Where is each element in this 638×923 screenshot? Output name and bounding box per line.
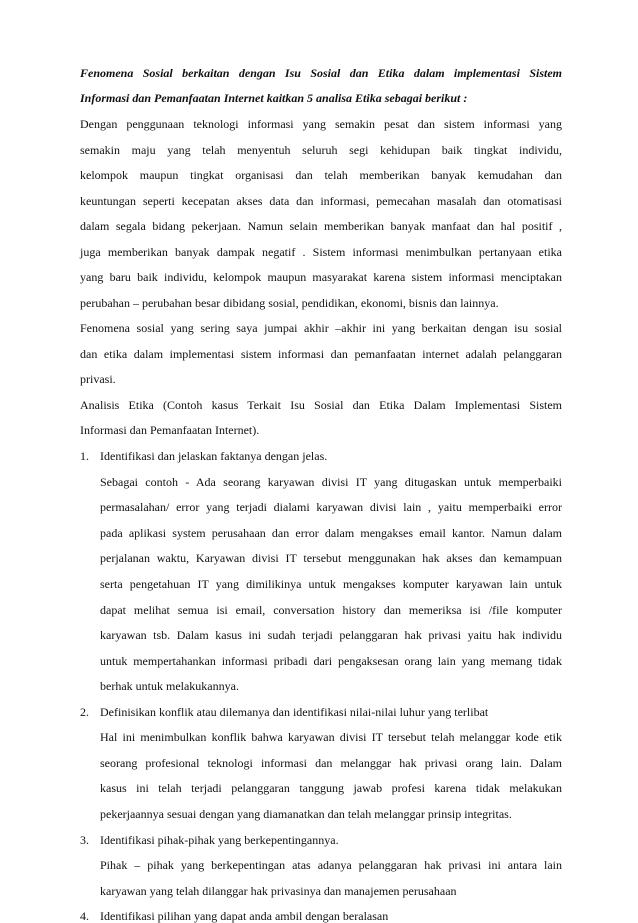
paragraph-1-line: Dengan penggunaan teknologi informasi yang semakin pesat dan sistem informasi yang: [80, 117, 562, 131]
paragraph-1-line: yang baru baik individu, kelompok maupun masyarakat karena sistem informasi menciptakan: [80, 270, 562, 284]
list-item-number: 4.: [80, 909, 89, 923]
list-item-body-line: permasalahan/ error yang terjadi dialami karyawan divisi lain , yaitu memperbaiki error: [100, 500, 562, 514]
list-item-body-line: pada aplikasi system perusahaan dan error dalam mengakses email kantor. Namun dalam: [100, 526, 562, 540]
list-item-body-line: pekerjaannya sesuai dengan yang diamanatkan dan telah melanggar prinsip integritas.: [100, 807, 512, 821]
paragraph-2-line: privasi.: [80, 372, 116, 386]
list-item-body-line: karyawan yang telah dilanggar hak privasinya dan manajemen perusahaan: [100, 884, 457, 898]
paragraph-3-line: Analisis Etika (Contoh kasus Terkait Isu Sosial dan Etika Dalam Implementasi Sistem: [80, 398, 562, 412]
list-item-body-line: kasus ini telah terjadi pelanggaran tanggung jawab profesi karena tidak melakukan: [100, 781, 562, 795]
paragraph-2-line: Fenomena sosial yang sering saya jumpai akhir –akhir ini yang berkaitan dengan isu sosial: [80, 321, 562, 335]
paragraph-1-line: kelompok maupun tingkat organisasi dan telah memberikan banyak kemudahan dan: [80, 168, 562, 182]
list-item-number: 1.: [80, 449, 89, 463]
list-item-body-line: Pihak – pihak yang berkepentingan atas adanya pelanggaran hak privasi ini antara lain: [100, 858, 562, 872]
list-item-number: 3.: [80, 833, 89, 847]
paragraph-2-line: dan etika dalam implementasi sistem informasi dan pemanfaatan internet adalah pelanggaran: [80, 347, 562, 361]
list-item-body-line: dapat melihat semua isi email, conversation history dan memeriksa isi /file komputer: [100, 603, 562, 617]
list-item-body-line: Sebagai contoh - Ada seorang karyawan divisi IT yang ditugaskan untuk memperbaiki: [100, 475, 562, 489]
paragraph-1-line: keuntungan seperti kecepatan akses data dan informasi, pemecahan masalah dan otomatisasi: [80, 194, 562, 208]
list-item-title: Identifikasi pihak-pihak yang berkepentingannya.: [100, 833, 339, 847]
list-item-title: Identifikasi pilihan yang dapat anda ambil dengan beralasan: [100, 909, 389, 923]
list-item-body-line: seorang profesional teknologi informasi dan melanggar hak privasi orang lain. Dalam: [100, 756, 562, 770]
paragraph-1-line: juga memberikan banyak dampak negatif . Sistem informasi menimbulkan pertanyaan etika: [80, 245, 562, 259]
paragraph-3-line: Informasi dan Pemanfaatan Internet).: [80, 423, 260, 437]
list-item-body-line: untuk mempertahankan informasi pribadi dari pengaksesan orang lain yang memang tidak: [100, 654, 562, 668]
list-item-body-line: karyawan tsb. Dalam kasus ini sudah terjadi pelanggaran hak privasi yaitu hak individu: [100, 628, 562, 642]
list-item-number: 2.: [80, 705, 89, 719]
heading-line-1: Fenomena Sosial berkaitan dengan Isu Sosial dan Etika dalam implementasi Sistem: [80, 66, 562, 80]
list-item-body-line: serta pengetahuan IT yang dimilikinya untuk mengakses komputer karyawan lain untuk: [100, 577, 562, 591]
paragraph-1-line: dalam segala bidang pekerjaan. Namun selain memberikan banyak manfaat dan hal positif ,: [80, 219, 562, 233]
list-item-title: Identifikasi dan jelaskan faktanya dengan jelas.: [100, 449, 328, 463]
paragraph-1-line: perubahan – perubahan besar dibidang sosial, pendidikan, ekonomi, bisnis dan lainnya.: [80, 296, 499, 310]
list-item-body-line: Hal ini menimbulkan konflik bahwa karyawan divisi IT tersebut telah melanggar kode etik: [100, 730, 562, 744]
list-item-body-line: perjalanan waktu, Karyawan divisi IT tersebut menggunakan hak akses dan kemampuan: [100, 551, 562, 565]
list-item-body-line: berhak untuk melakukannya.: [100, 679, 239, 693]
list-item-title: Definisikan konflik atau dilemanya dan identifikasi nilai-nilai luhur yang terlibat: [100, 705, 489, 719]
paragraph-1-line: semakin maju yang telah menyentuh seluruh segi kehidupan baik tingkat individu,: [80, 143, 562, 157]
heading-line-2: Informasi dan Pemanfaatan Internet kaitkan 5 analisa Etika sebagai berikut :: [80, 91, 468, 105]
